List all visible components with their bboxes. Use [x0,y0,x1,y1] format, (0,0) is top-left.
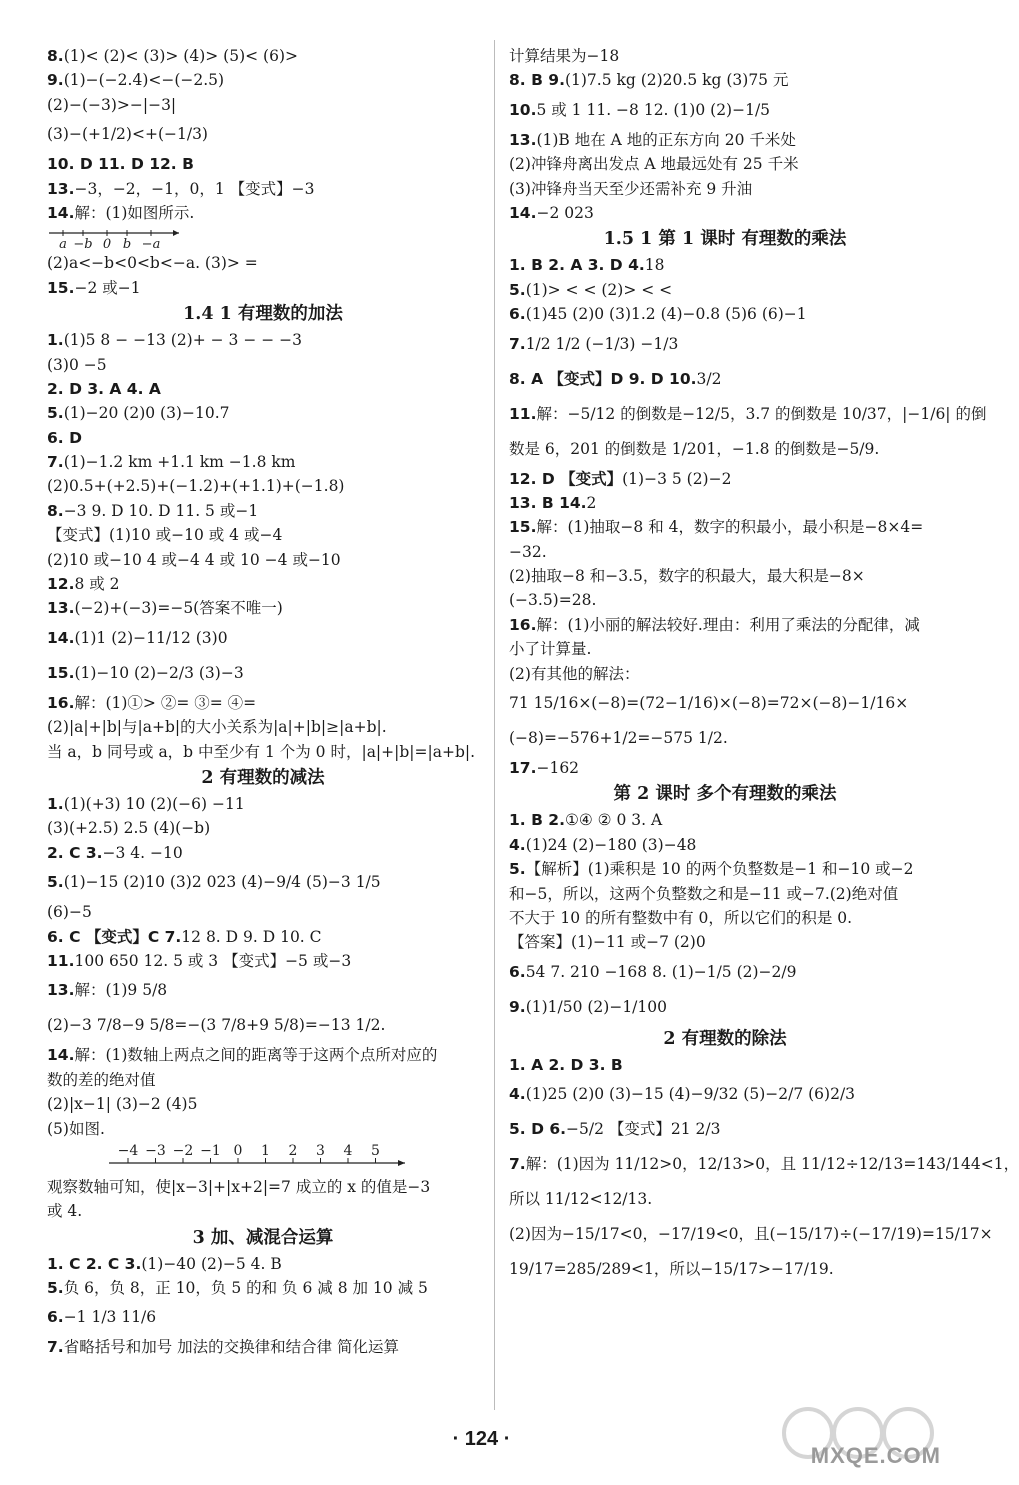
answer-line [47,117,479,152]
number-line-label: 0 [233,1142,243,1159]
answer-text: −5/2 【变式】21 2/3 [566,1120,721,1139]
number-line-label: −2 [172,1142,194,1159]
answer-line [47,792,479,816]
page-number: · 124 · [452,1428,511,1450]
answer-text: 负 6，负 8，正 10，负 5 的和 负 6 减 8 加 10 减 5 [63,1279,428,1298]
answer-line [47,44,479,68]
answer-text: 解：(1)抽取−8 和 4，数字的积最小，最小积是−8×4= [536,518,924,537]
question-number: 14. [47,1046,75,1065]
question-number: 15. [509,518,537,537]
answer-text: (1)−40 (2)−5 4. B [141,1254,282,1273]
answer-text: 计算结果为−18 [509,47,620,65]
answer-line [47,925,479,949]
answer-line [47,621,479,656]
answer-text: (1)> < < (2)> < < [525,280,673,299]
answer-line [509,1217,993,1252]
question-number: 7. [47,1338,64,1357]
question-number: 11. [47,951,75,970]
answer-text: 100 650 12. 5 或 3 【变式】−5 或−3 [74,951,352,970]
answer-line [509,540,941,564]
question-number: 5. [47,873,64,892]
answer-text: 小了计算量. [509,640,592,659]
number-line-figure-2 [47,1141,479,1175]
answer-line [47,715,479,739]
answer-line [509,1252,941,1287]
answer-text: 【答案】(1)−11 或−7 (2)0 [509,933,706,952]
answer-text: 19/17=285/289<1，所以−15/17>−17/19. [509,1260,834,1279]
answer-line [509,491,941,515]
answer-line [509,564,941,588]
answer-line [509,662,941,686]
answer-text: (1)25 (2)0 (3)−15 (4)−9/32 (5)−2/7 (6)2/3 [525,1085,856,1104]
answer-line [509,756,941,780]
answer-line [47,1043,479,1067]
question-number: 1. C 2. C 3. [47,1254,142,1273]
answer-text: (−3.5)=28. [509,591,597,610]
answer-line [509,955,941,990]
number-line-label: a [59,237,67,253]
section-heading: 1.4 1 有理数的加法 [183,304,343,325]
answer-line [47,949,479,973]
answer-text: (1)−10 (2)−2/3 (3)−3 [74,663,244,682]
answer-text: −2 023 [536,203,594,222]
answer-text: 54 7. 210 −168 8. (1)−1/5 (2)−2/9 [525,962,797,981]
answer-line [47,816,479,840]
answer-text: −2 或−1 [74,278,141,297]
answer-line [47,740,479,764]
question-number: 12. D 【变式】 [509,469,623,488]
question-number: 8. [47,501,64,520]
question-number: 2. D 3. A 4. A [47,379,161,398]
answer-line [509,1112,941,1147]
answer-line [47,1008,479,1043]
answer-line [509,152,941,176]
number-line-label: 1 [261,1142,270,1159]
question-number: 10. D 11. D 12. B [47,155,194,174]
left-column [47,44,479,1360]
section-heading: 2 有理数的减法 [201,767,325,788]
answer-text: 解：−5/12 的倒数是−12/5，3.7 的倒数是 10/37，|−1/6| 的倒 [536,404,987,423]
question-number: 12. [47,575,75,594]
answer-text: (2)−(−3)>−|−3| [47,95,177,114]
answer-line [509,1077,941,1112]
answer-text: (1)−20 (2)0 (3)−10.7 [63,404,230,423]
question-number: 16. [509,615,537,634]
answer-text: (5)如图. [47,1119,105,1138]
answer-line [47,426,479,450]
question-number: 1. [47,794,64,813]
answer-text: (−2)+(−3)=−5(答案不唯一) [74,599,283,618]
answer-line [509,467,941,491]
answer-line [509,882,941,906]
answer-line [509,68,941,92]
answer-line [47,572,479,596]
answer-text: (2)−3 7/8−9 5/8=−(3 7/8+9 5/8)=−13 1/2. [47,1016,386,1035]
question-number: 8. [47,47,64,65]
answer-text: 省略括号和加号 加法的交换律和结合律 简化运算 [63,1338,400,1357]
answer-line [47,656,479,691]
answer-text: (2)有其他的解法： [509,664,640,683]
answer-line [509,857,941,881]
answer-text: 18 [644,256,665,275]
answer-line [47,499,479,523]
answer-text: 解：(1)①> ②= ③= ④= [74,693,257,712]
answer-line [47,1300,479,1335]
number-line-label: b [122,237,132,253]
question-number: 1. A 2. D 3. B [509,1055,623,1074]
section-heading: 2 有理数的除法 [663,1028,787,1049]
answer-line [509,515,941,539]
answer-line [47,251,479,275]
answer-text: (1)5 8 − −13 (2)+ − 3 − − −3 [63,331,303,350]
number-line-label: 0 [102,237,112,253]
number-line-label: 2 [288,1142,298,1159]
answer-line [509,808,941,832]
answer-text: −32. [509,542,547,561]
question-number: 14. [47,628,75,647]
watermark-text: MXQE.COM [810,1443,941,1468]
answer-line [47,93,479,117]
answer-text: 71 15/16×(−8)=(72−1/16)×(−8)=72×(−8)−1/16× [509,694,909,713]
answer-text: 解：(1)因为 11/12>0，12/13>0，且 11/12÷12/13=143/144<1， [525,1155,1019,1174]
question-number: 13. B 14. [509,493,587,512]
answer-line [509,44,941,68]
answer-line [509,327,941,362]
answer-text: 2 [586,493,597,512]
question-number: 5. D 6. [509,1120,567,1139]
answer-line [47,548,479,572]
answer-line [47,691,479,715]
question-number: 6. [47,1308,64,1327]
answer-line [47,450,479,474]
question-number: 1. B 2. [509,811,565,830]
question-number: 9. [509,997,526,1016]
answer-text: (3)(+2.5) 2.5 (4)(−b) [47,819,211,838]
number-line-label: −b [73,237,93,253]
question-number: 13. [47,179,75,198]
answer-line [47,1335,479,1359]
section-heading: 第 2 课时 多个有理数的乘法 [613,784,837,805]
answer-text: (3)冲锋舟当天至少还需补充 9 升油 [509,179,753,198]
answer-text: 和−5，所以，这两个负整数之和是−11 或−7.(2)绝对值 [509,884,899,903]
answer-text: −162 [536,759,580,778]
answer-line [509,686,941,721]
answer-line [47,900,479,924]
question-number: 10. [509,100,537,119]
answer-line [47,152,479,176]
question-number: 5. [47,404,64,423]
answer-text: −3，−2，−1，0，1 【变式】−3 [74,179,315,198]
answer-line [47,328,479,352]
answer-line [509,1053,941,1077]
answer-line [47,841,479,865]
question-number: 5. [509,860,526,879]
answer-line [47,201,479,225]
answer-text: (2)|a|+|b|与|a+b|的大小关系为|a|+|b|≥|a+b|. [47,718,387,737]
question-number: 6. [509,962,526,981]
question-number: 13. [509,130,537,149]
answer-line [47,523,479,547]
answer-text: 解：(1)小丽的解法较好.理由：利用了乘法的分配律，减 [536,615,920,634]
answer-line [47,474,479,498]
question-number: 6. D [47,428,82,447]
answer-text: (2)因为−15/17<0，−17/19<0，且(−15/17)÷(−17/19)=15/17× [509,1225,993,1244]
answer-line [47,1117,479,1141]
answer-text: 解：(1)9 5/8 [74,981,168,1000]
question-number: 5. [47,1279,64,1298]
answer-text: −1 1/3 11/6 [63,1308,157,1327]
answer-line [509,721,941,756]
question-number: 7. [509,334,526,353]
question-number: 13. [47,599,75,618]
answer-text: (−8)=−576+1/2=−575 1/2. [509,729,728,748]
number-line-label: −1 [200,1142,221,1159]
answer-line [47,353,479,377]
number-line-arrow [398,1160,405,1166]
question-number: 13. [47,981,75,1000]
number-line-svg-2 [47,1141,479,1175]
question-number: 7. [47,453,64,472]
section-heading: 1.5 1 第 1 课时 有理数的乘法 [603,229,847,250]
answer-line [509,588,941,612]
answer-line [509,833,941,857]
answer-line [509,1182,941,1217]
number-line-label: 3 [316,1142,325,1159]
answer-text: 解：(1)数轴上两点之间的距离等于这两个点所对应的 [74,1046,438,1065]
answer-text: (2)a<−b<0<b<−a. (3)> = [47,254,258,273]
question-number: 4. [509,835,526,854]
answer-text: −3 9. D 10. D 11. 5 或−1 [63,501,259,520]
answer-text: (1)−1.2 km +1.1 km −1.8 km [63,453,296,472]
answer-line [509,93,941,128]
column-divider [494,40,495,1410]
answer-text: 5 或 1 11. −8 12. (1)0 (2)−1/5 [536,100,771,119]
number-line-figure [47,225,479,251]
answer-text: 3/2 [696,369,722,388]
answer-text: (1)−3 5 (2)−2 [622,469,732,488]
answer-line [47,1068,479,1092]
question-number: 4. [509,1085,526,1104]
answer-line [509,397,987,432]
question-number: 2. C 3. [47,843,103,862]
number-line-label: −a [141,237,161,253]
answer-line [47,1276,479,1300]
answer-line [47,865,479,900]
answer-line [47,1199,479,1223]
question-number: 1. B 2. A 3. D 4. [509,256,645,275]
question-number: 6. C 【变式】C 7. [47,927,182,946]
answer-line [47,377,479,401]
answer-text: 【变式】(1)10 或−10 或 4 或−4 [47,526,283,545]
answer-text: 解：(1)如图所示. [74,203,195,222]
number-line-svg [47,225,187,251]
question-number: 8. A 【变式】D 9. D 10. [509,369,697,388]
question-number: 11. [509,404,537,423]
question-number: 1. [47,331,64,350]
answer-line [509,990,941,1025]
answer-line [47,973,479,1008]
answer-text: (1)−15 (2)10 (3)2 023 (4)−9/4 (5)−3 1/5 [63,873,381,892]
answer-text: (2)冲锋舟离出发点 A 地最远处有 25 千米 [509,155,799,174]
answer-line [509,1147,1019,1182]
answer-line [509,930,941,954]
question-number: 14. [509,203,537,222]
answer-line [509,253,941,277]
answer-text: 【解析】(1)乘积是 10 的两个负整数是−1 和−10 或−2 [525,860,914,879]
section-heading: 3 加、减混合运算 [192,1227,334,1248]
answer-text: (1)1 (2)−11/12 (3)0 [74,628,228,647]
right-column [509,44,1019,1287]
question-number: 6. [509,305,526,324]
question-number: 16. [47,693,75,712]
question-number: 9. [47,71,64,90]
answer-line [509,906,941,930]
answer-text: 12 8. D 9. D 10. C [181,927,322,946]
answer-line [509,432,941,467]
question-number: 5. [509,280,526,299]
answer-line [47,401,479,425]
answer-text: 或 4. [47,1202,83,1221]
answer-line [509,177,941,201]
question-number: 15. [47,278,75,297]
answer-text: (1)7.5 kg (2)20.5 kg (3)75 元 [564,71,789,90]
question-number: 17. [509,759,537,778]
answer-line [47,1252,479,1276]
question-number: 7. [509,1155,526,1174]
answer-text: (1)24 (2)−180 (3)−48 [525,835,697,854]
answer-text: 数的差的绝对值 [47,1070,156,1089]
answer-line [509,613,941,637]
answer-text: (1)1/50 (2)−1/100 [525,997,667,1016]
answer-text: (6)−5 [47,903,92,922]
number-line-label: 5 [371,1142,380,1159]
question-number: 14. [47,203,75,222]
answer-text: (1)< (2)< (3)> (4)> (5)< (6)> [63,47,298,65]
answer-text: ①④ ② 0 3. A [564,811,663,830]
answer-line [47,177,479,201]
answer-text: (3)−(+1/2)<+(−1/3) [47,125,208,144]
answer-line [509,302,941,326]
answer-text: (1)B 地在 A 地的正东方向 20 千米处 [536,130,796,149]
answer-text: 数是 6，201 的倒数是 1/201，−1.8 的倒数是−5/9. [509,439,880,458]
answer-line [509,362,941,397]
answer-text: (2)10 或−10 4 或−4 4 或 10 −4 或−10 [47,550,341,569]
answer-text: −3 4. −10 [102,843,183,862]
answer-text: 观察数轴可知，使|x−3|+|x+2|=7 成立的 x 的值是−3 [47,1177,431,1196]
answer-line [47,596,479,620]
answer-text: (1)(+3) 10 (2)(−6) −11 [63,794,245,813]
question-number: 8. B 9. [509,71,565,90]
answer-text: 8 或 2 [74,575,120,594]
number-line-label: −3 [145,1142,166,1159]
answer-line [47,276,479,300]
answer-text: 不大于 10 的所有整数中有 0，所以它们的积是 0. [509,908,853,927]
answer-text: (2)|x−1| (3)−2 (4)5 [47,1095,198,1114]
answer-text: (1)45 (2)0 (3)1.2 (4)−0.8 (5)6 (6)−1 [525,305,807,324]
question-number: 15. [47,663,75,682]
answer-text: (1)−(−2.4)<−(−2.5) [63,71,225,90]
answer-line [47,1092,479,1116]
answer-text: (3)0 −5 [47,355,107,374]
answer-line [47,68,479,92]
number-line-label: −4 [117,1142,139,1159]
answer-line [509,278,941,302]
answer-text: 当 a，b 同号或 a，b 中至少有 1 个为 0 时，|a|+|b|=|a+b|. [47,742,476,761]
answer-text: (2)抽取−8 和−3.5，数字的积最大，最大积是−8× [509,567,865,586]
answer-text: (2)0.5+(+2.5)+(−1.2)+(+1.1)+(−1.8) [47,477,345,496]
answer-line [509,201,941,225]
answer-text: 1/2 1/2 (−1/3) −1/3 [525,334,679,353]
number-line-label: 4 [343,1142,353,1159]
answer-line [509,128,941,152]
answer-line [509,637,941,661]
number-line-arrow [173,230,179,236]
answer-line [47,1175,479,1199]
answer-text: 所以 11/12<12/13. [509,1190,653,1209]
